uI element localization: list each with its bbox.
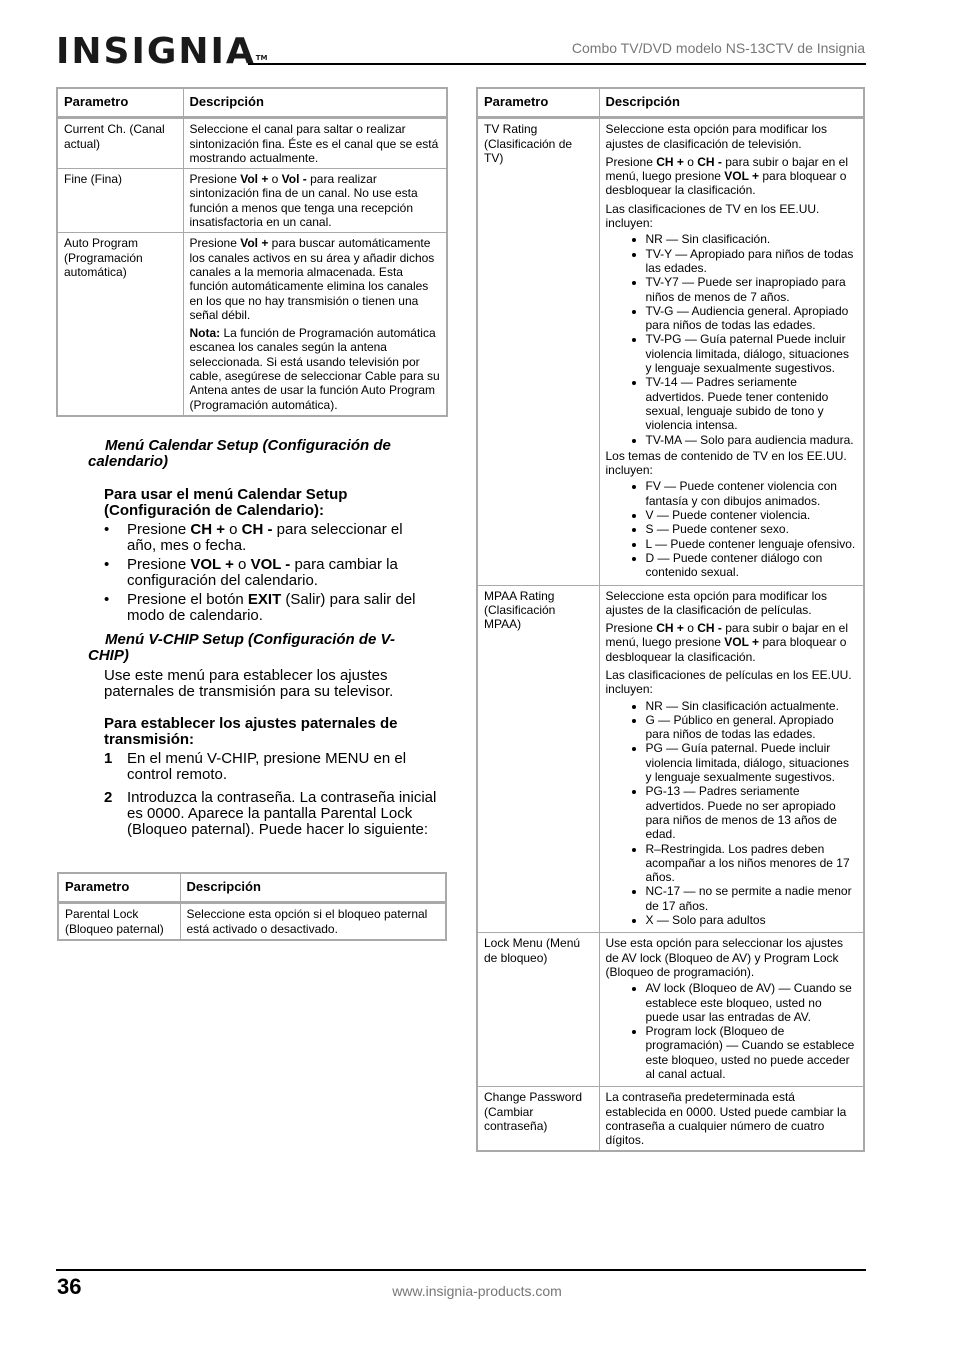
table-row [57, 233, 447, 416]
list-item: • FV — Puede contener violencia con fantasía y con dibujos animados. [646, 479, 858, 508]
brand-name: INSIGNIA [56, 31, 256, 72]
list-item: • L — Puede contener lenguaje ofensivo. [646, 537, 858, 551]
table-row-tv-rating [477, 118, 864, 585]
list-item: • S — Puede contener sexo. [646, 522, 858, 536]
table-header-row [477, 88, 864, 118]
col-header-descripcion: Descripción [180, 873, 446, 903]
table-row-mpaa-rating [477, 585, 864, 933]
list-item: • TV-Y — Apropiado para niños de todas las edades. [646, 247, 858, 276]
header-rule [248, 63, 866, 65]
calendar-bullet-3: • Presione el botón EXIT (Salir) para salir del modo de calendario. [104, 591, 416, 624]
col-header-parametro: Parametro [477, 88, 599, 118]
page-number: 36 [57, 1274, 82, 1299]
list-item: • Program lock (Bloqueo de programación) — Cuando se establece este bloqueo, usted no puede acceder al canal actual. [646, 1024, 858, 1081]
calendar-heading: Menú Calendar Setup (Configuración de calendario) [88, 437, 391, 470]
param-cell: MPAA Rating (Clasificación MPAA) [477, 585, 599, 933]
list-item: • PG-13 — Padres seriamente advertidos. Puede no ser apropiado para niños de menos de 13 años de edad. [646, 784, 858, 841]
calendar-bullet-2: • Presione VOL + o VOL - para cambiar la configuración del calendario. [104, 556, 398, 589]
desc-cell: Seleccione esta opción para modificar los ajustes de la clasificación de películas. Presione CH + o CH - para subir o bajar en el menú, luego presione VOL + para bloquear o desbloquear la clasificación. Las clasificaciones de películas en los EE.UU. incluyen: • NR — Sin clasificación actualmente. • G — Público en general. Apropiado para niños de todas las edades. • PG — Guía paternal. Puede incluir violencia limitada, diálogo, situaciones y lenguaje sexualmente sugestivos. • PG-13 — Padres seriamente advertidos. Puede no ser apropiado para niños de menos de 13 años de edad. • R–Restringida. Los padres deben acompañar a los niños menores de 17 años. • NC-17 — no se permite a nadie menor de 17 años. • X — Solo para adultos [599, 585, 864, 933]
col-header-parametro: Parametro [57, 88, 183, 118]
param-cell: Parental Lock (Bloqueo paternal) [58, 903, 180, 940]
note-label: Nota: [189, 326, 221, 341]
list-item: • TV-PG — Guía paternal Puede incluir violencia limitada, diálogo, situaciones y lenguaje sexualmente sugestivos. [646, 332, 858, 375]
desc-cell: Seleccione el canal para saltar o realizar sintonización fina. Éste es el canal que se está mostrando actualmente. [183, 118, 447, 169]
list-item: • X — Solo para adultos [646, 913, 858, 927]
param-cell: Change Password (Cambiar contraseña) [477, 1087, 599, 1152]
col-header-descripcion: Descripción [183, 88, 447, 118]
list-item: • V — Puede contener violencia. [646, 508, 858, 522]
header-model-text: Combo TV/DVD modelo NS-13CTV de Insignia [571, 40, 865, 56]
parameter-table-channel [56, 87, 448, 417]
param-cell: Fine (Fina) [57, 169, 183, 233]
desc-cell: Seleccione esta opción si el bloqueo paternal está activado o desactivado. [180, 903, 446, 940]
list-item: • D — Puede contener diálogo con contenido sexual. [646, 551, 858, 580]
parameter-table-parental-lock [57, 872, 447, 941]
table-row [57, 118, 447, 169]
vchip-heading: Menú V-CHIP Setup (Configuración de V-CHIP) [88, 631, 395, 664]
desc-cell: Presione Vol + o Vol - para realizar sintonización fina de un canal. No use esta función a menos que tenga una recepción insatisfactoria en un canal. [183, 169, 447, 233]
desc-cell: La contraseña predeterminada está establecida en 0000. Usted puede cambiar la contraseña a cualquier número de cuatro dígitos. [599, 1087, 864, 1152]
tv-ratings-list [606, 232, 858, 446]
col-header-parametro: Parametro [58, 873, 180, 903]
list-item: • TV-MA — Solo para audiencia madura. [646, 433, 858, 447]
tv-themes-list [606, 479, 858, 579]
trademark: TM [255, 54, 268, 62]
list-item: • NR — Sin clasificación actualmente. [646, 699, 858, 713]
desc-cell: Use esta opción para seleccionar los ajustes de AV lock (Bloqueo de AV) y Program Lock (Bloqueo de programación). • AV lock (Bloqueo de AV) — Cuando se establece este bloqueo, usted no puede usar las entradas de AV. • Program lock (Bloqueo de programación) — Cuando se establece este bloqueo, usted no puede acceder al canal actual. [599, 933, 864, 1087]
list-item: • AV lock (Bloqueo de AV) — Cuando se establece este bloqueo, usted no puede usar las entradas de AV. [646, 981, 858, 1024]
list-item: • R–Restringida. Los padres deben acompañar a los niños menores de 17 años. [646, 842, 858, 885]
table-row-lock-menu [477, 933, 864, 1087]
vchip-subheading: Para establecer los ajustes paternales de transmisión: [104, 715, 398, 748]
col-header-descripcion: Descripción [599, 88, 864, 118]
table-row [58, 903, 446, 940]
table-header-row [57, 88, 447, 118]
vchip-step-2: 2 Introduzca la contraseña. La contraseña inicial es 0000. Aparece la pantalla Parental Lock (Bloqueo paternal). Puede hacer lo siguiente: [104, 789, 437, 838]
mpaa-ratings-list [606, 699, 858, 928]
parameter-table-ratings [476, 87, 865, 1152]
calendar-subheading: Para usar el menú Calendar Setup (Configuración de Calendario): [104, 486, 348, 519]
list-item: • PG — Guía paternal. Puede incluir violencia limitada, diálogo, situaciones y lenguaje sexualmente sugestivos. [646, 741, 858, 784]
desc-cell: Presione Vol + para buscar automáticamente los canales activos en su área y añadir dichos canales a la memoria almacenada. Esta función automáticamente elimina los canales en los que no hay transmisión o tienen una señal débil. Nota: La función de Programación automática escanea los canales según la antena seleccionada. Si está usando televisión por cable, asegúrese de seleccionar Cable para su Antena antes de usar la función Auto Program (Programación automática). [183, 233, 447, 416]
list-item: • TV-14 — Padres seriamente advertidos. Puede tener contenido sexual, lenguaje subido de tono y violencia intensa. [646, 375, 858, 432]
calendar-bullet-1: • Presione CH + o CH - para seleccionar el año, mes o fecha. [104, 521, 403, 554]
list-item: • NR — Sin clasificación. [646, 232, 858, 246]
lock-items-list [606, 981, 858, 1081]
param-cell: Current Ch. (Canal actual) [57, 118, 183, 169]
vchip-intro: Use este menú para establecer los ajustes paternales de transmisión para su televisor. [104, 667, 394, 700]
list-item: • TV-G — Audiencia general. Apropiado para niños de todas las edades. [646, 304, 858, 333]
footer-rule [56, 1269, 866, 1271]
list-item: • TV-Y7 — Puede ser inapropiado para niños de menos de 7 años. [646, 275, 858, 304]
list-item: • NC-17 — no se permite a nadie menor de 17 años. [646, 884, 858, 913]
param-cell: Lock Menu (Menú de bloqueo) [477, 933, 599, 1087]
param-cell: Auto Program (Programación automática) [57, 233, 183, 416]
insignia-logo [56, 30, 268, 74]
desc-cell: Seleccione esta opción para modificar los ajustes de clasificación de televisión. Presione CH + o CH - para subir o bajar en el menú, luego presione VOL + para bloquear o desbloquear la clasificación. Las clasificaciones de TV en los EE.UU. incluyen: • NR — Sin clasificación. • TV-Y — Apropiado para niños de todas las edades. • TV-Y7 — Puede ser inapropiado para niños de menos de 7 años. • TV-G — Audiencia general. Apropiado para niños de todas las edades. • TV-PG — Guía paternal Puede incluir violencia limitada, diálogo, situaciones y lenguaje sexualmente sugestivos. • TV-14 — Padres seriamente advertidos. Puede tener contenido sexual, lenguaje subido de tono y violencia intensa. • TV-MA — Solo para audiencia madura. Los temas de contenido de TV en los EE.UU. incluyen: • FV — Puede contener violencia con fantasía y con dibujos animados. • V — Puede contener violencia. • S — Puede contener sexo. • L — Puede contener lenguaje ofensivo. • D — Puede contener diálogo con contenido sexual. [599, 118, 864, 585]
table-row [57, 169, 447, 233]
table-header-row [58, 873, 446, 903]
footer-url: www.insignia-products.com [392, 1283, 562, 1299]
vchip-step-1: 1 En el menú V-CHIP, presione MENU en el control remoto. [104, 750, 407, 783]
param-cell: TV Rating (Clasificación de TV) [477, 118, 599, 585]
list-item: • G — Público en general. Apropiado para niños de todas las edades. [646, 713, 858, 742]
table-row-change-password [477, 1087, 864, 1152]
